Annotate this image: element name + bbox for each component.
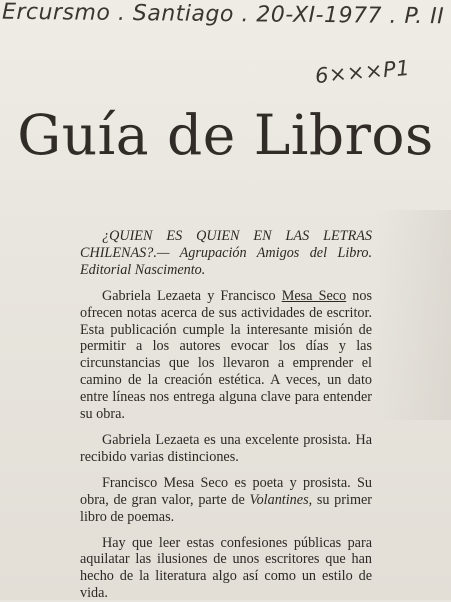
book-publisher: .— Agrupación Amigos del Libro. Editorial Nascimento. xyxy=(80,245,372,278)
book-volantines: Volantines xyxy=(249,492,308,508)
handwritten-catalog-code: 6×××P1 xyxy=(314,56,411,88)
paragraph-1-start: Gabriela Lezaeta y Francisco xyxy=(102,288,282,304)
paragraph-3 xyxy=(80,475,372,526)
paragraph-3-end: , su primer libro de poemas. xyxy=(80,492,372,525)
handwritten-source-note: Ercursmo . Santiago . 20-XI-1977 . P. II xyxy=(2,0,444,29)
paragraph-2: Gabriela Lezaeta es una excelente prosista. Ha recibido varias distinciones. xyxy=(80,432,372,466)
article-body xyxy=(80,228,372,602)
paragraph-1-rest: nos ofrecen notas acerca de sus actividades de escritor. Esta publicación cumple la interesante misión de permitir a los autores evocar los días y las circunstancias que los llevaron a emprender el camino de la creación estética. A veces, un dato entre líneas nos entrega alguna clave para entender su obra. xyxy=(80,288,372,422)
article-title: Guía de Libros xyxy=(0,103,451,167)
paragraph-3-start: Francisco Mesa Seco es poeta y prosista. Su obra, de gran valor, parte de xyxy=(80,475,372,508)
paragraph-4: Hay que leer estas confesiones públicas para aquilatar las ilusiones de unos escritores que han hecho de la literatura algo así como un estilo de vida. xyxy=(80,535,372,602)
book-title: ¿QUIEN ES QUIEN EN LAS LETRAS CHILENAS? xyxy=(80,228,372,261)
underlined-author-name: Mesa Seco xyxy=(282,288,346,304)
paragraph-1 xyxy=(80,288,372,423)
book-citation xyxy=(80,228,372,279)
paper-stain xyxy=(375,210,451,420)
